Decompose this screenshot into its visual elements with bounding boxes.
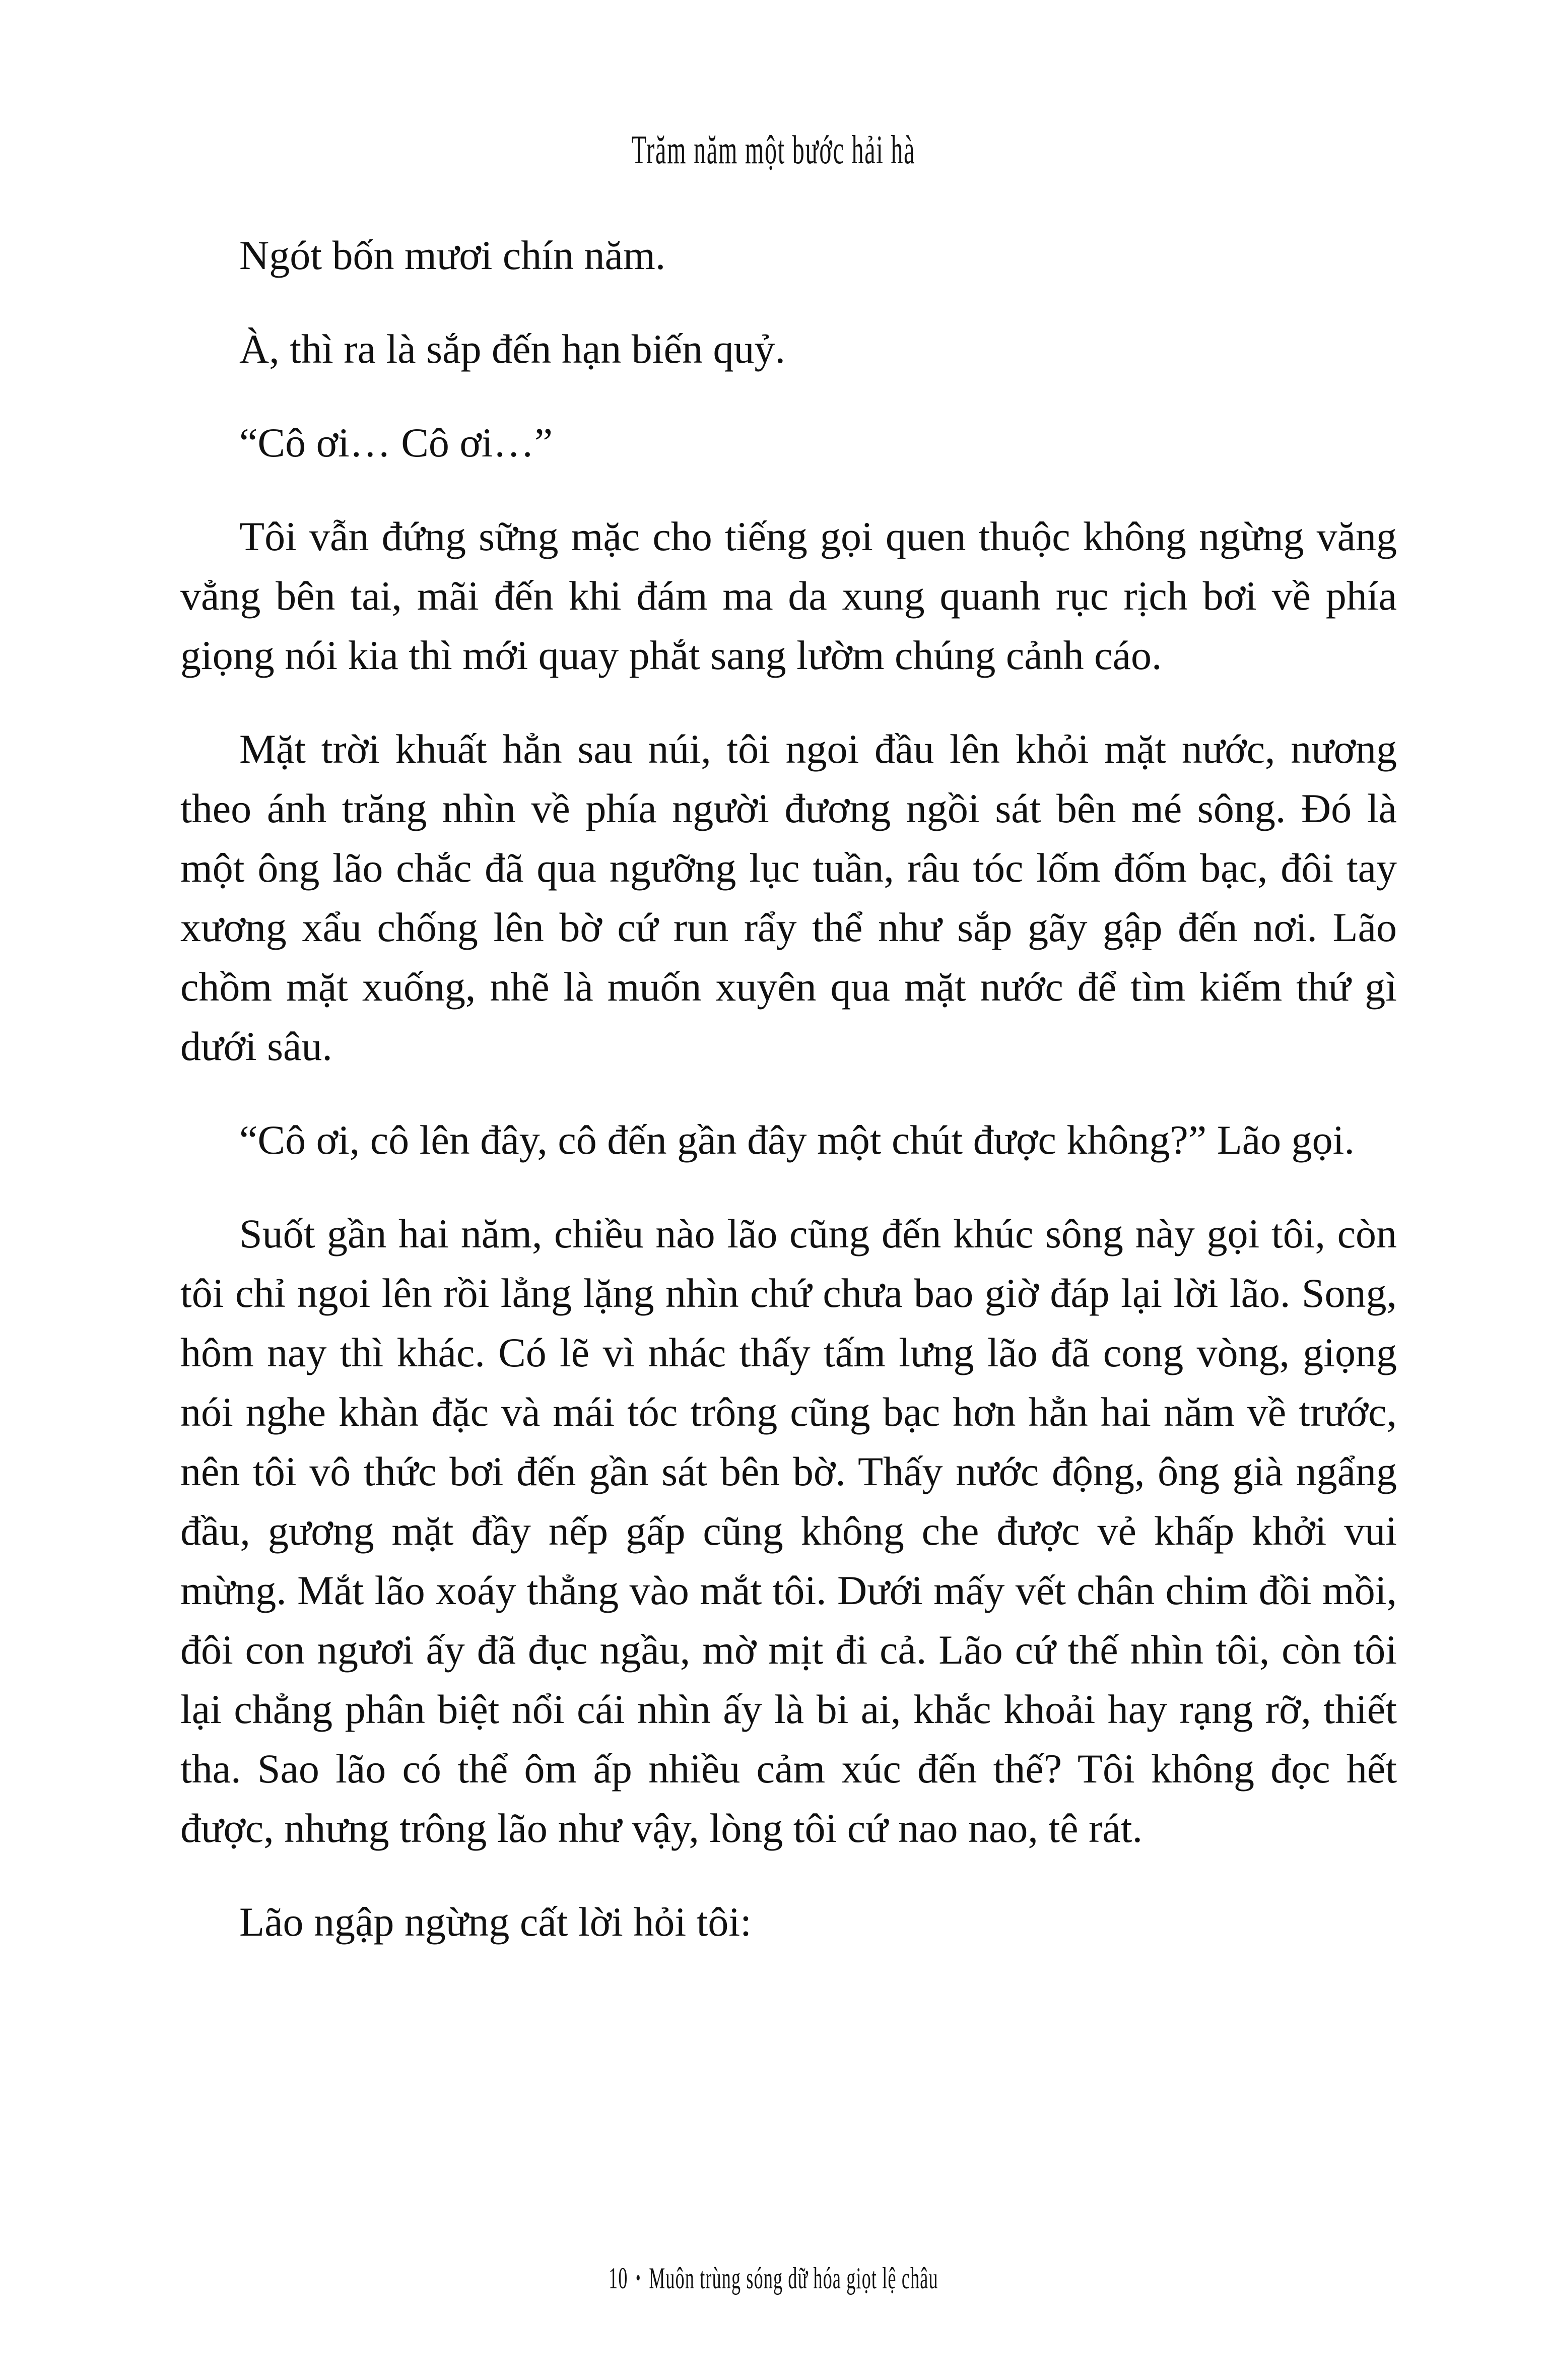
book-title: Muôn trùng sóng dữ hóa giọt lệ châu bbox=[649, 2262, 938, 2295]
page-footer bbox=[0, 2263, 1547, 2293]
page-body bbox=[180, 226, 1397, 1952]
running-header bbox=[0, 130, 1547, 170]
running-header-text: Trăm năm một bước hải hà bbox=[631, 128, 916, 172]
body-paragraph: Mặt trời khuất hẳn sau núi, tôi ngoi đầu lên khỏi mặt nước, nương theo ánh trăng nhìn về phía người đương ngồi sát bên mé sông. Đó là một ông lão chắc đã qua ngưỡng lục tuần, râu tóc lốm đốm bạc, đôi tay xương xẩu chống lên bờ cứ run rẩy thể như sắp gãy gập đến nơi. Lão chồm mặt xuống, nhẽ là muốn xuyên qua mặt nước để tìm kiếm thứ gì dưới sâu. bbox=[180, 726, 1397, 1069]
body-paragraph: “Cô ơi… Cô ơi…” bbox=[239, 420, 553, 466]
body-paragraph: Suốt gần hai năm, chiều nào lão cũng đến khúc sông này gọi tôi, còn tôi chỉ ngoi lên rồi lẳng lặng nhìn chứ chưa bao giờ đáp lại lời lão. Song, hôm nay thì khác. Có lẽ vì nhác thấy tấm lưng lão đã cong vòng, giọng nói nghe khàn đặc và mái tóc trông cũng bạc hơn hẳn hai năm về trước, nên tôi vô thức bơi đến gần sát bên bờ. Thấy nước động, ông già ngẩng đầu, gương mặt đầy nếp gấp cũng không che được vẻ khấp khởi vui mừng. Mắt lão xoáy thẳng vào mắt tôi. Dưới mấy vết chân chim đồi mồi, đôi con ngươi ấy đã đục ngầu, mờ mịt đi cả. Lão cứ thế nhìn tôi, còn tôi lại chẳng phân biệt nổi cái nhìn ấy là bi ai, khắc khoải hay rạng rỡ, thiết tha. Sao lão có thể ôm ấp nhiều cảm xúc đến thế? Tôi không đọc hết được, nhưng trông lão như vậy, lòng tôi cứ nao nao, tê rát. bbox=[180, 1211, 1397, 1851]
body-paragraph: Ngót bốn mươi chín năm. bbox=[239, 232, 666, 278]
page-number: 10 bbox=[609, 2262, 628, 2295]
body-paragraph: Lão ngập ngừng cất lời hỏi tôi: bbox=[239, 1899, 752, 1945]
body-paragraph: “Cô ơi, cô lên đây, cô đến gần đây một chút được không?” Lão gọi. bbox=[239, 1117, 1355, 1163]
body-paragraph: Tôi vẫn đứng sững mặc cho tiếng gọi quen thuộc không ngừng văng vẳng bên tai, mãi đến khi đám ma da xung quanh rục rịch bơi về phía giọng nói kia thì mới quay phắt sang lườm chúng cảnh cáo. bbox=[180, 513, 1397, 678]
footer-line bbox=[609, 2263, 938, 2293]
footer-separator-dot-icon: • bbox=[636, 2266, 641, 2290]
body-paragraph: À, thì ra là sắp đến hạn biến quỷ. bbox=[239, 326, 785, 372]
